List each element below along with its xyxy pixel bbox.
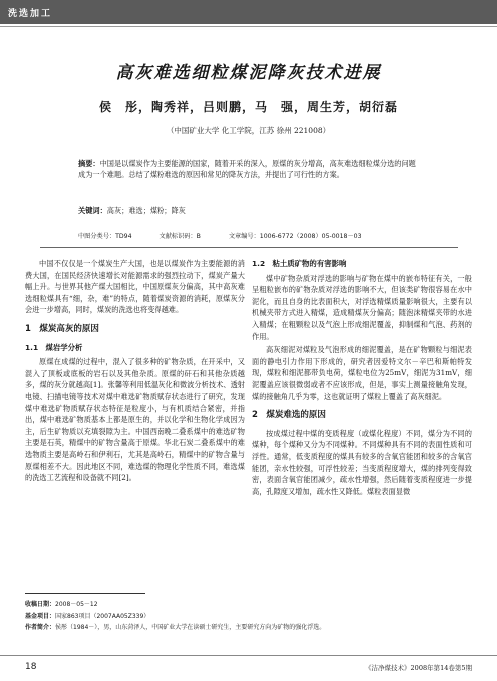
footnotes: [25, 599, 465, 634]
section-1-1-heading: 1.1 煤岩学分析: [25, 342, 83, 352]
classification-ids: [78, 231, 478, 240]
abstract-divider: [40, 247, 458, 248]
section-2-heading: 2 煤炭难选的原因: [252, 410, 326, 421]
footer-rule: [0, 655, 497, 656]
section-label: 洗选加工: [8, 9, 53, 19]
right-column: [252, 258, 472, 499]
section-1-2-paragraph-2: 高灰细泥对煤粒及气泡形成的细泥覆盖，是在矿物颗粒与细泥表面的静电引力作用下形成的，研究者因爱特文尔－辛巴和斯帕特发现，煤粒和细泥都带负电荷，煤粒电位为25mV，细泥为31mV，细泥覆盖应该很微弱或者不应该形成，但是，事实上测量接触角发现，煤的接触角几乎为零，这也就证明了煤粒上覆盖了高灰细泥。: [252, 345, 472, 401]
section-1-1-paragraph: 原煤在成煤的过程中，混入了很多种的矿物杂质，在开采中，又混入了顶板或底板的岩石以及其他杂质。原煤的矸石和其他杂质越多，煤的灰分就越高[1]。张馨等利用低温灰化和微波分析技术、透射电镜、扫描电镜等技术对煤中难选矿物质赋存状态进行了研究，发现煤中难选矿物质赋存状态特征是粒度小，与有机质结合紧密，并指出，煤中难选矿物质基本上都是原生的，并以化学和生物化学成因为主，后生矿物质以充填裂隙为主。中国西南晚二叠系煤中的难选矿物主要是石英，精煤中的矿物含量高于原煤。华北石炭二叠系煤中的难选物质主要是高岭石和伊利石，尤其是高岭石，精煤中的矿物含量与原煤相差不大。因此地区不同，难选煤的物理化学性质不同，难选煤的洗选工艺流程和设备就不同[2]。: [25, 357, 245, 483]
keywords: [78, 206, 420, 216]
document-code: 文献标识码：B: [159, 233, 201, 240]
article-number: 文章编号：1006-6772（2008）05-0018－03: [228, 233, 362, 240]
section-2-paragraph: 按成煤过程中煤的变质程度（或煤化程度）不同，煤分为不同的煤种，每个煤种又分为不同煤种。不同煤种具有不同的表面性质和可浮性。通常，低变质程度的煤具有较多的含氧官能团和较多的含氧官能团，亲水性较强，可浮性较差；当变质程度增大，煤的排列变得致密，表面含氧官能团减少，疏水性增强，然后随着变质程度进一步提高，孔隙度又增加，疏水性又降低。煤粒表面显微: [252, 428, 472, 496]
article-affiliation: （中国矿业大学 化工学院，江苏 徐州 221008）: [166, 126, 331, 135]
fund-project: 基金项目：国家863项目（2007AA05Z339）: [25, 612, 150, 620]
journal-citation: 《洁净煤技术》2008年第14卷第5期: [365, 664, 472, 672]
keywords-label: 关键词：: [78, 206, 107, 215]
section-1-2-heading: 1.2 粘土质矿物的有害影响: [252, 259, 347, 268]
section-header-band: [0, 0, 497, 24]
intro-paragraph: 中国不仅仅是一个煤炭生产大国，也是以煤炭作为主要能源的消费大国，在国民经济快速增长对能源需求的强烈拉动下，煤炭产量大幅上升。与世界其他产煤大国相比，中国原煤灰分偏高，其中高灰难选细粒煤具有“细，杂，难”的特点，随着煤炭资源的消耗，原煤灰分会进一步增高，同时，煤炭的洗选也将变得越难。: [25, 259, 245, 315]
clc-number: 中图分类号：TD94: [78, 233, 132, 240]
abstract-text: 中国是以煤炭作为主要能源的国家，随着开采的深入，原煤的灰分增高，高灰难选细粒煤分选的问题成为一个难题。总结了煤粉难选的原因和常见的降灰方法，并提出了可行性的方案。: [78, 159, 416, 179]
received-date: 收稿日期：2008－05－12: [25, 601, 98, 608]
author-bio: 作者简介：侯彤（1984－），男，山东菏泽人，中国矿业大学在读硕士研究生，主要研究方向为矿物的强化浮选。: [25, 624, 326, 631]
keywords-text: 高灰；难选；煤粉；降灰: [106, 206, 186, 215]
abstract: [78, 158, 420, 180]
footnote-rule: [25, 593, 145, 594]
abstract-label: 摘要：: [78, 159, 100, 168]
article-title: 高灰难选细粒煤泥降灰技术进展: [115, 63, 382, 83]
page-number: 18: [25, 662, 37, 672]
left-column: [25, 258, 245, 486]
article-authors: 侯 彤，陶秀祥，吕则鹏，马 强，周生芳，胡衍磊: [98, 100, 398, 114]
header-rule: [0, 26, 497, 27]
section-1-2-paragraph-1: 煤中矿物杂质对浮选的影响与矿物在煤中的嵌布特征有关，一般呈粗粒嵌布的矿物杂质对浮选的影响不大，但该类矿物很容易在水中泥化，而且自身的比表面积大，对浮选精煤质量影响很大，主要有以机械夹带方式进入精煤，造成精煤灰分偏高；随泡沫精煤夹带的水进入精煤；在粗颗粒以及气泡上形成细泥覆盖，抑制煤和气泡、药剂的作用。: [252, 273, 472, 341]
section-1-heading: 1 煤炭高灰的原因: [25, 323, 99, 334]
